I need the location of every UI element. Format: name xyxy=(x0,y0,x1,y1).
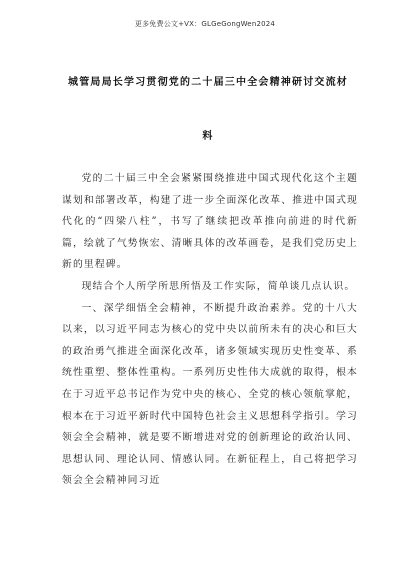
paragraph-intro: 党的二十届三中全会紧紧围绕推进中国式现代化这个主题谋划和部署改革，构建了进一步全面深化改革、推进中国式现代化的“四梁八柱”，书写了继续把改革推向前进的时代新篇，绘就了气势恢宏、清晰具体的改革画卷，是我们党历史上新的里程碑。 xyxy=(62,173,358,271)
document-title-line-2: 料 xyxy=(202,131,214,142)
header-note: 更多免费公文+VX：GLGeGongWen2024 xyxy=(134,20,276,28)
document-title-line-1: 城管局局长学习贯彻党的二十届三中全会精神研讨交流材 xyxy=(68,77,348,88)
paragraph-summary: 现结合个人所学所思所悟及工作实际，简单谈几点认识。 xyxy=(81,280,356,292)
paragraph-section-one: 一、深学细悟全会精神，不断提升政治素养。党的十八大以来，以习近平同志为核心的党中央以前所未有的决心和巨大的政治勇气推进全面深化改革，诸多领域实现历史性变革、系统性重塑、整体性重构。一系列历史性伟大成就的取得，根本在于习近平总书记作为党中央的核心、全党的核心领航掌舵，根本在于习近平新时代中国特色社会主义思想科学指引。学习领会全会精神，就是要不断增进对党的创新理论的政治认同、思想认同、理论认同、情感认同。在新征程上，自己将把学习领会全会精神同习近 xyxy=(62,302,358,487)
document-body xyxy=(62,168,358,492)
